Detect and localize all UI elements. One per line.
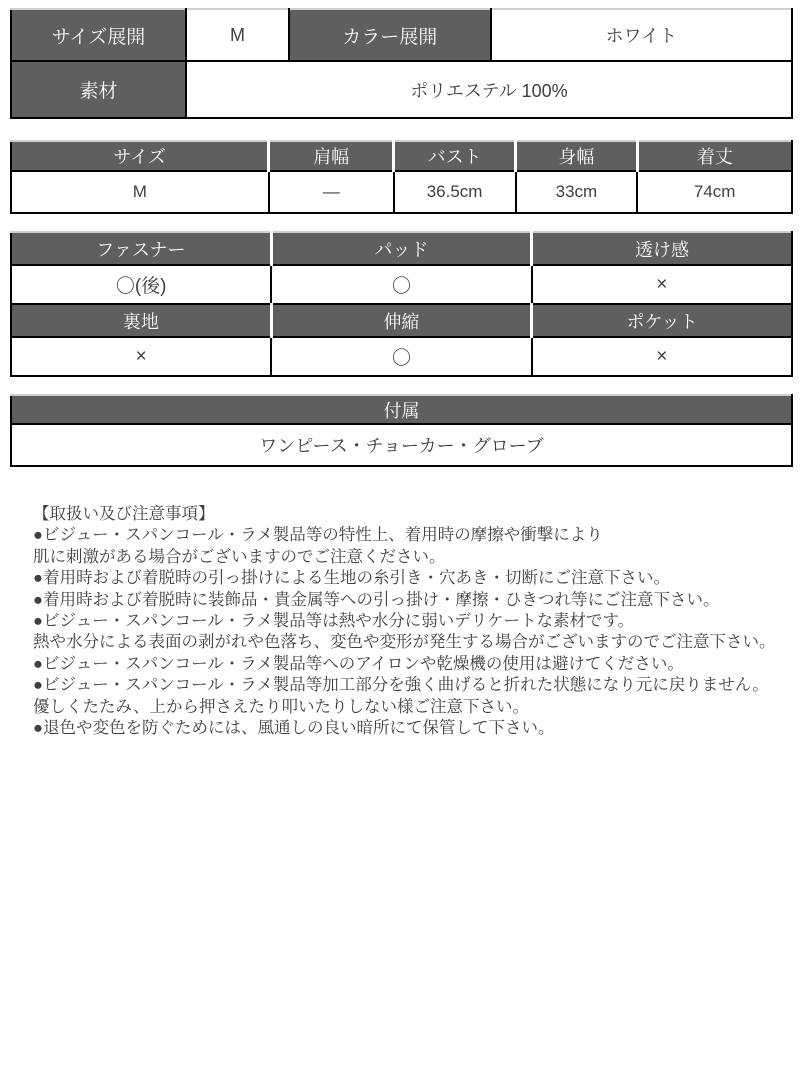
table-row — [11, 9, 792, 61]
table-row — [11, 304, 792, 337]
feature-value-sheerness: × — [532, 265, 792, 304]
care-notes-line: 肌に刺激がある場合がございますのでご注意ください。 — [33, 547, 446, 566]
color-range-header: カラー展開 — [289, 9, 490, 61]
value-bust: 36.5cm — [394, 171, 516, 213]
col-header-bust: バスト — [394, 141, 516, 171]
col-header-body-width: 身幅 — [516, 141, 638, 171]
care-notes-line: ●退色や変色を防ぐためには、風通しの良い暗所にて保管して下さい。 — [33, 719, 555, 738]
accessories-table — [10, 394, 793, 467]
material-header: 素材 — [11, 61, 186, 118]
table-row — [11, 171, 792, 213]
care-notes-line: 熱や水分による表面の剥がれや色落ち、変色や変形が発生する場合がございますのでご注意下さい。 — [33, 633, 776, 652]
size-measurements-table — [10, 140, 793, 214]
table-row — [11, 424, 792, 466]
value-length: 74cm — [637, 171, 792, 213]
care-notes-line: ●着用時および着脱時に装飾品・貴金属等への引っ掛け・摩擦・ひきつれ等にご注意下さい。 — [33, 590, 720, 609]
feature-header-sheerness: 透け感 — [532, 232, 792, 265]
care-notes-line: 優しくたたみ、上から押さえたり叩いたりしない様ご注意下さい。 — [33, 697, 529, 716]
value-shoulder: ― — [269, 171, 394, 213]
care-notes-line: ●ビジュー・スパンコール・ラメ製品等の特性上、着用時の摩擦や衝撃により — [33, 526, 603, 545]
value-size: M — [11, 171, 269, 213]
table-row — [11, 141, 792, 171]
care-notes — [33, 504, 793, 739]
material-value: ポリエステル 100% — [186, 61, 792, 118]
feature-header-zipper: ファスナー — [11, 232, 271, 265]
care-notes-line: ●着用時および着脱時の引っ掛けによる生地の糸引き・穴あき・切断にご注意下さい。 — [33, 569, 670, 588]
col-header-size: サイズ — [11, 141, 269, 171]
feature-value-pad: 〇 — [271, 265, 531, 304]
features-table — [10, 231, 793, 377]
feature-value-lining: × — [11, 337, 271, 376]
feature-value-pocket: × — [532, 337, 792, 376]
col-header-shoulder: 肩幅 — [269, 141, 394, 171]
spec-overview-table — [10, 8, 793, 119]
table-row — [11, 232, 792, 265]
care-notes-title: 【取扱い及び注意事項】 — [33, 505, 215, 523]
feature-value-stretch: 〇 — [271, 337, 531, 376]
value-body-width: 33cm — [516, 171, 638, 213]
table-row — [11, 337, 792, 376]
feature-value-zipper: 〇(後) — [11, 265, 271, 304]
table-row — [11, 265, 792, 304]
size-range-value: M — [186, 9, 289, 61]
accessories-header: 付属 — [11, 395, 792, 424]
feature-header-lining: 裏地 — [11, 304, 271, 337]
size-range-header: サイズ展開 — [11, 9, 186, 61]
feature-header-stretch: 伸縮 — [271, 304, 531, 337]
table-row — [11, 61, 792, 118]
feature-header-pad: パッド — [271, 232, 531, 265]
feature-header-pocket: ポケット — [532, 304, 792, 337]
col-header-length: 着丈 — [637, 141, 792, 171]
accessories-value: ワンピース・チョーカー・グローブ — [11, 424, 792, 466]
table-row — [11, 395, 792, 424]
care-notes-line: ●ビジュー・スパンコール・ラメ製品等加工部分を強く曲げると折れた状態になり元に戻りません。 — [33, 676, 769, 695]
care-notes-line: ●ビジュー・スパンコール・ラメ製品等は熱や水分に弱いデリケートな素材です。 — [33, 612, 635, 631]
color-range-value: ホワイト — [491, 9, 793, 61]
care-notes-line: ●ビジュー・スパンコール・ラメ製品等へのアイロンや乾燥機の使用は避けてください。 — [33, 654, 684, 673]
